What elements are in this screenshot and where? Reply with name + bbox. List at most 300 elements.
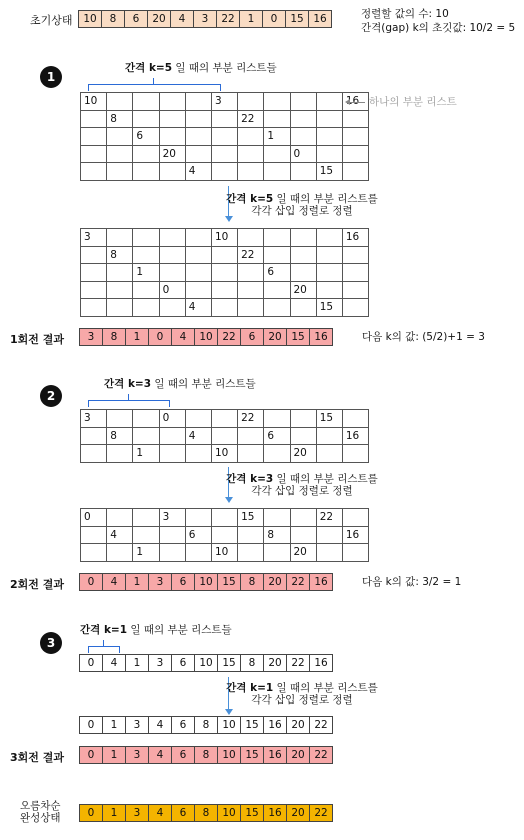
step1-sort-note-rest: 일 때의 부분 리스트를 bbox=[273, 193, 378, 205]
grid-cell bbox=[133, 526, 159, 544]
step1-brace bbox=[88, 84, 221, 91]
step2-brace-tip bbox=[128, 394, 129, 400]
grid-cell: 8 bbox=[107, 110, 133, 128]
grid-cell bbox=[211, 427, 237, 445]
grid-cell bbox=[238, 427, 264, 445]
grid-cell: 20 bbox=[290, 544, 316, 562]
grid-cell: 8 bbox=[107, 246, 133, 264]
array-cell: 20 bbox=[264, 655, 287, 672]
grid-cell: 15 bbox=[238, 509, 264, 527]
step1-subtitle-rest: 일 때의 부분 리스트들 bbox=[172, 62, 277, 74]
array-cell: 8 bbox=[241, 655, 264, 672]
grid-cell: 1 bbox=[133, 544, 159, 562]
grid-cell: 22 bbox=[316, 509, 342, 527]
step3-result-array bbox=[79, 746, 333, 764]
array-cell: 0 bbox=[80, 717, 103, 734]
grid-cell bbox=[342, 410, 368, 428]
step1-result-label: 1회전 결과 bbox=[10, 333, 64, 346]
grid-cell bbox=[107, 229, 133, 247]
array-cell: 1 bbox=[103, 805, 126, 822]
initial-count-note: 정렬할 값의 수: 10 bbox=[361, 8, 449, 20]
step3-before-array bbox=[79, 654, 333, 672]
grid-cell bbox=[159, 93, 185, 111]
grid-cell: 0 bbox=[81, 509, 107, 527]
grid-cell bbox=[316, 526, 342, 544]
step2-subtitle-rest: 일 때의 부분 리스트들 bbox=[151, 378, 256, 390]
grid-cell bbox=[81, 264, 107, 282]
grid-cell bbox=[185, 445, 211, 463]
step1-next-k: 다음 k의 값: (5/2)+1 = 3 bbox=[362, 331, 485, 343]
array-row bbox=[80, 329, 333, 346]
grid-cell: 22 bbox=[238, 246, 264, 264]
step1-grid-after bbox=[80, 228, 369, 317]
array-cell: 3 bbox=[126, 717, 149, 734]
grid-cell bbox=[264, 299, 290, 317]
array-cell: 0 bbox=[263, 11, 286, 28]
array-cell: 15 bbox=[218, 655, 241, 672]
grid-cell bbox=[238, 299, 264, 317]
grid-cell bbox=[133, 229, 159, 247]
array-cell: 3 bbox=[149, 574, 172, 591]
grid-cell bbox=[264, 93, 290, 111]
grid-cell bbox=[133, 427, 159, 445]
array-cell: 16 bbox=[309, 11, 332, 28]
array-cell: 8 bbox=[241, 574, 264, 591]
grid-cell bbox=[290, 299, 316, 317]
array-cell: 4 bbox=[149, 747, 172, 764]
final-array bbox=[79, 804, 333, 822]
grid-cell bbox=[107, 163, 133, 181]
grid-cell: 0 bbox=[159, 410, 185, 428]
step2-sort-note bbox=[222, 473, 382, 497]
step3-result-label: 3회전 결과 bbox=[10, 751, 64, 764]
step3-subtitle-rest: 일 때의 부분 리스트들 bbox=[127, 624, 232, 636]
grid-cell: 16 bbox=[342, 526, 368, 544]
grid-cell: 6 bbox=[133, 128, 159, 146]
grid-cell bbox=[238, 544, 264, 562]
step2-sort-arrow-head bbox=[225, 497, 233, 503]
grid-cell bbox=[185, 246, 211, 264]
grid-cell bbox=[159, 128, 185, 146]
array-cell: 3 bbox=[80, 329, 103, 346]
array-row bbox=[80, 717, 333, 734]
grid-cell bbox=[264, 445, 290, 463]
array-cell: 15 bbox=[286, 11, 309, 28]
grid-row bbox=[81, 246, 369, 264]
grid-row bbox=[81, 264, 369, 282]
grid-cell: 22 bbox=[238, 410, 264, 428]
array-cell: 8 bbox=[102, 11, 125, 28]
grid-cell: 1 bbox=[264, 128, 290, 146]
array-cell: 0 bbox=[149, 329, 172, 346]
array-cell: 1 bbox=[103, 717, 126, 734]
grid-cell bbox=[133, 509, 159, 527]
step3-sort-arrow-head bbox=[225, 709, 233, 715]
grid-cell bbox=[81, 544, 107, 562]
grid-cell bbox=[133, 110, 159, 128]
grid-cell bbox=[185, 544, 211, 562]
step1-sort-note-line2: 각각 삽입 정렬로 정렬 bbox=[251, 205, 353, 217]
grid-cell: 3 bbox=[81, 410, 107, 428]
array-cell: 10 bbox=[218, 717, 241, 734]
array-cell: 22 bbox=[310, 717, 333, 734]
grid-cell: 10 bbox=[81, 93, 107, 111]
grid-cell bbox=[316, 128, 342, 146]
step2-brace bbox=[88, 400, 170, 407]
array-cell: 15 bbox=[241, 747, 264, 764]
grid-cell: 20 bbox=[290, 281, 316, 299]
grid-cell: 3 bbox=[159, 509, 185, 527]
grid-cell bbox=[81, 145, 107, 163]
grid-cell bbox=[107, 145, 133, 163]
step3-subtitle bbox=[80, 624, 232, 636]
grid-cell bbox=[185, 281, 211, 299]
array-cell: 8 bbox=[103, 329, 126, 346]
array-cell: 6 bbox=[172, 805, 195, 822]
grid-row bbox=[81, 299, 369, 317]
grid-row bbox=[81, 544, 369, 562]
array-cell: 10 bbox=[195, 329, 218, 346]
array-cell: 16 bbox=[310, 329, 333, 346]
step3-sort-note-line2: 각각 삽입 정렬로 정렬 bbox=[251, 694, 353, 706]
grid-cell bbox=[159, 427, 185, 445]
grid-cell bbox=[211, 509, 237, 527]
grid-cell bbox=[185, 110, 211, 128]
step1-result-array bbox=[79, 328, 333, 346]
grid-cell bbox=[316, 264, 342, 282]
grid-cell: 8 bbox=[107, 427, 133, 445]
array-cell: 20 bbox=[287, 717, 310, 734]
grid-cell bbox=[185, 128, 211, 146]
grid-cell bbox=[290, 128, 316, 146]
grid-cell: 16 bbox=[342, 93, 368, 111]
array-cell: 0 bbox=[80, 655, 103, 672]
array-cell: 20 bbox=[264, 329, 287, 346]
array-cell: 16 bbox=[310, 655, 333, 672]
array-cell: 4 bbox=[149, 805, 172, 822]
grid-cell bbox=[290, 110, 316, 128]
grid-cell bbox=[81, 281, 107, 299]
grid-cell: 16 bbox=[342, 229, 368, 247]
array-cell: 1 bbox=[240, 11, 263, 28]
grid-cell bbox=[290, 93, 316, 111]
step1-badge: 1 bbox=[40, 66, 62, 88]
grid-row bbox=[81, 229, 369, 247]
grid-cell bbox=[107, 509, 133, 527]
grid-row bbox=[81, 163, 369, 181]
grid-cell bbox=[159, 544, 185, 562]
grid-cell bbox=[238, 445, 264, 463]
grid-cell: 3 bbox=[81, 229, 107, 247]
grid-cell bbox=[133, 163, 159, 181]
grid-cell bbox=[81, 299, 107, 317]
grid-cell bbox=[342, 163, 368, 181]
grid-cell bbox=[107, 281, 133, 299]
grid-cell bbox=[81, 526, 107, 544]
array-row bbox=[80, 574, 333, 591]
step1-side-note: 하나의 부분 리스트 bbox=[369, 96, 457, 108]
grid-cell bbox=[107, 93, 133, 111]
array-cell: 1 bbox=[126, 329, 149, 346]
grid-cell bbox=[185, 229, 211, 247]
array-cell: 3 bbox=[126, 805, 149, 822]
step1-subtitle-bold: 간격 k=5 bbox=[125, 62, 173, 74]
step2-result-label: 2회전 결과 bbox=[10, 578, 64, 591]
grid-cell bbox=[290, 410, 316, 428]
grid-cell bbox=[211, 526, 237, 544]
grid-cell: 8 bbox=[264, 526, 290, 544]
grid-cell: 15 bbox=[316, 410, 342, 428]
grid-row bbox=[81, 128, 369, 146]
array-cell: 22 bbox=[218, 329, 241, 346]
array-cell: 6 bbox=[172, 655, 195, 672]
step1-grid-before bbox=[80, 92, 369, 181]
grid-cell bbox=[159, 445, 185, 463]
grid-cell bbox=[342, 264, 368, 282]
array-cell: 22 bbox=[310, 747, 333, 764]
grid-cell bbox=[238, 281, 264, 299]
grid-cell bbox=[185, 145, 211, 163]
grid-cell: 6 bbox=[264, 264, 290, 282]
array-cell: 15 bbox=[241, 717, 264, 734]
grid-cell: 10 bbox=[211, 544, 237, 562]
grid-row bbox=[81, 145, 369, 163]
step3-sort-note-bold: 간격 k=1 bbox=[226, 682, 274, 694]
grid-cell: 20 bbox=[159, 145, 185, 163]
grid-cell bbox=[264, 509, 290, 527]
grid-cell bbox=[316, 246, 342, 264]
grid-cell bbox=[159, 246, 185, 264]
initial-array bbox=[78, 10, 332, 28]
array-cell: 8 bbox=[195, 805, 218, 822]
grid-cell bbox=[290, 264, 316, 282]
grid-cell bbox=[342, 281, 368, 299]
array-cell: 10 bbox=[218, 747, 241, 764]
array-cell: 10 bbox=[79, 11, 102, 28]
grid-row bbox=[81, 93, 369, 111]
array-cell: 6 bbox=[125, 11, 148, 28]
grid-cell bbox=[107, 410, 133, 428]
grid-cell bbox=[238, 526, 264, 544]
grid-cell bbox=[316, 544, 342, 562]
grid-cell bbox=[264, 246, 290, 264]
grid-row bbox=[81, 410, 369, 428]
grid-cell bbox=[264, 110, 290, 128]
step2-next-k: 다음 k의 값: 3/2 = 1 bbox=[362, 576, 462, 588]
grid-cell bbox=[290, 427, 316, 445]
grid-cell bbox=[133, 299, 159, 317]
final-label bbox=[20, 800, 61, 824]
grid-cell bbox=[238, 128, 264, 146]
grid-cell bbox=[159, 163, 185, 181]
grid-cell bbox=[264, 229, 290, 247]
grid-cell bbox=[107, 445, 133, 463]
array-cell: 6 bbox=[172, 747, 195, 764]
step2-subtitle-bold: 간격 k=3 bbox=[104, 378, 152, 390]
step3-badge: 3 bbox=[40, 632, 62, 654]
array-cell: 16 bbox=[264, 805, 287, 822]
grid-cell bbox=[133, 145, 159, 163]
step3-brace bbox=[88, 646, 120, 653]
array-cell: 3 bbox=[194, 11, 217, 28]
grid-row bbox=[81, 427, 369, 445]
grid-cell bbox=[264, 410, 290, 428]
grid-cell bbox=[342, 544, 368, 562]
grid-cell: 15 bbox=[316, 163, 342, 181]
array-cell: 16 bbox=[264, 747, 287, 764]
grid-cell bbox=[342, 145, 368, 163]
grid-cell bbox=[185, 93, 211, 111]
grid-cell bbox=[211, 110, 237, 128]
grid-cell bbox=[211, 281, 237, 299]
step2-sort-note-rest: 일 때의 부분 리스트를 bbox=[273, 473, 378, 485]
step1-sort-note bbox=[222, 193, 382, 217]
grid-cell: 4 bbox=[185, 163, 211, 181]
array-cell: 10 bbox=[195, 655, 218, 672]
array-cell: 3 bbox=[126, 747, 149, 764]
grid-cell bbox=[264, 544, 290, 562]
array-row bbox=[80, 805, 333, 822]
step2-result-array bbox=[79, 573, 333, 591]
step1-brace-tip bbox=[153, 78, 154, 84]
grid-cell: 4 bbox=[185, 427, 211, 445]
initial-gap-note: 간격(gap) k의 초깃값: 10/2 = 5 bbox=[361, 22, 516, 34]
grid-cell bbox=[81, 110, 107, 128]
grid-row bbox=[81, 526, 369, 544]
grid-cell bbox=[81, 128, 107, 146]
grid-cell bbox=[211, 410, 237, 428]
grid-cell bbox=[290, 509, 316, 527]
grid-cell bbox=[290, 229, 316, 247]
array-cell: 15 bbox=[218, 574, 241, 591]
array-cell: 20 bbox=[148, 11, 171, 28]
array-cell: 1 bbox=[126, 574, 149, 591]
grid-cell bbox=[133, 246, 159, 264]
array-cell: 4 bbox=[172, 329, 195, 346]
step2-grid-after bbox=[80, 508, 369, 562]
grid-cell: 10 bbox=[211, 229, 237, 247]
grid-cell: 1 bbox=[133, 445, 159, 463]
array-row bbox=[79, 11, 332, 28]
array-cell: 4 bbox=[171, 11, 194, 28]
array-cell: 20 bbox=[287, 805, 310, 822]
grid-cell: 20 bbox=[290, 445, 316, 463]
step1-sort-note-bold: 간격 k=5 bbox=[226, 193, 274, 205]
array-cell: 4 bbox=[149, 717, 172, 734]
grid-cell bbox=[159, 299, 185, 317]
grid-cell bbox=[316, 229, 342, 247]
array-cell: 22 bbox=[287, 574, 310, 591]
array-cell: 22 bbox=[287, 655, 310, 672]
grid-row bbox=[81, 110, 369, 128]
grid-cell bbox=[159, 229, 185, 247]
grid-cell bbox=[185, 264, 211, 282]
grid-cell: 4 bbox=[107, 526, 133, 544]
array-row bbox=[80, 655, 333, 672]
array-cell: 10 bbox=[195, 574, 218, 591]
array-cell: 0 bbox=[80, 805, 103, 822]
array-cell: 20 bbox=[264, 574, 287, 591]
array-cell: 1 bbox=[103, 747, 126, 764]
grid-cell bbox=[107, 264, 133, 282]
grid-cell bbox=[316, 427, 342, 445]
grid-cell bbox=[159, 110, 185, 128]
array-cell: 16 bbox=[264, 717, 287, 734]
grid-cell bbox=[316, 145, 342, 163]
step2-sort-note-line2: 각각 삽입 정렬로 정렬 bbox=[251, 485, 353, 497]
grid-cell: 22 bbox=[238, 110, 264, 128]
grid-cell bbox=[316, 93, 342, 111]
step2-sort-note-bold: 간격 k=3 bbox=[226, 473, 274, 485]
side-note-arrow-line bbox=[349, 102, 365, 103]
grid-cell bbox=[185, 509, 211, 527]
grid-cell bbox=[211, 264, 237, 282]
array-cell: 1 bbox=[126, 655, 149, 672]
grid-cell: 10 bbox=[211, 445, 237, 463]
grid-cell: 16 bbox=[342, 427, 368, 445]
step2-subtitle bbox=[104, 378, 256, 390]
array-cell: 4 bbox=[103, 574, 126, 591]
grid-cell: 1 bbox=[133, 264, 159, 282]
array-cell: 16 bbox=[310, 574, 333, 591]
grid-cell bbox=[316, 445, 342, 463]
step1-subtitle bbox=[125, 62, 277, 74]
grid-cell bbox=[81, 445, 107, 463]
grid-cell bbox=[211, 128, 237, 146]
grid-cell bbox=[316, 281, 342, 299]
grid-cell bbox=[81, 246, 107, 264]
step3-sort-note bbox=[222, 682, 382, 706]
grid-cell bbox=[264, 281, 290, 299]
grid-cell: 0 bbox=[290, 145, 316, 163]
step2-grid-before bbox=[80, 409, 369, 463]
grid-cell bbox=[264, 163, 290, 181]
grid-cell bbox=[290, 163, 316, 181]
grid-cell: 0 bbox=[159, 281, 185, 299]
final-label-line2: 완성상태 bbox=[20, 812, 61, 824]
grid-cell: 3 bbox=[211, 93, 237, 111]
array-row bbox=[80, 747, 333, 764]
array-cell: 4 bbox=[103, 655, 126, 672]
step3-subtitle-bold: 간격 k=1 bbox=[80, 624, 128, 636]
grid-cell bbox=[211, 163, 237, 181]
side-note-arrow-head bbox=[345, 99, 350, 105]
array-cell: 0 bbox=[80, 574, 103, 591]
grid-cell bbox=[133, 93, 159, 111]
grid-cell bbox=[107, 544, 133, 562]
array-cell: 8 bbox=[195, 717, 218, 734]
grid-cell bbox=[107, 299, 133, 317]
grid-cell bbox=[264, 145, 290, 163]
grid-row bbox=[81, 281, 369, 299]
grid-cell bbox=[133, 281, 159, 299]
grid-cell bbox=[342, 110, 368, 128]
grid-cell bbox=[211, 145, 237, 163]
array-cell: 6 bbox=[241, 329, 264, 346]
step3-brace-tip bbox=[103, 640, 104, 646]
grid-cell: 6 bbox=[185, 526, 211, 544]
grid-cell bbox=[342, 128, 368, 146]
grid-cell bbox=[316, 110, 342, 128]
grid-cell bbox=[342, 445, 368, 463]
array-cell: 8 bbox=[195, 747, 218, 764]
initial-label: 초기상태 bbox=[30, 14, 73, 27]
grid-cell bbox=[238, 229, 264, 247]
grid-cell bbox=[342, 299, 368, 317]
grid-cell bbox=[133, 410, 159, 428]
grid-cell: 15 bbox=[316, 299, 342, 317]
grid-cell bbox=[342, 246, 368, 264]
